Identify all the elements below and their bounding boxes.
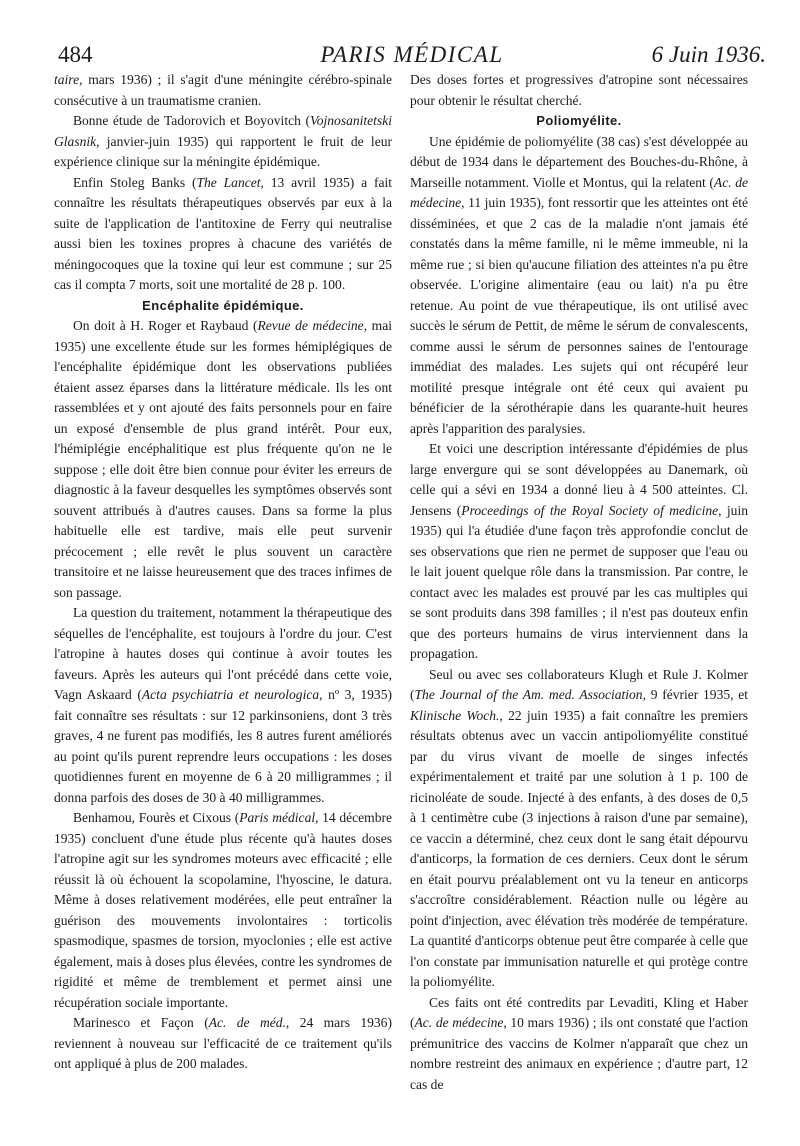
citation: Paris médical <box>239 810 316 825</box>
paragraph <box>54 111 392 173</box>
paragraph-text: , 14 décembre 1935) concluent d'une étude plus récente qu'à hautes doses l'atropine agit sur les syndromes moteurs avec efficacité ; elle réussit là où échouent la scopolamine, l'hyoscine, le datura. Même à doses relativement modérées, elle peut entraîner la guérison des mouvements involontaires : torticolis spasmodique, spasmes de torsion, myoclonies ; elle est active également, mais à doses plus élevées, contre les syndromes de rigidité et même de tremblement et permet ainsi une récupération sociale importante. <box>54 810 392 1010</box>
citation: Acta psychiatria et neurologica <box>141 687 320 702</box>
paragraph-text: , 9 février 1935, et <box>642 687 749 702</box>
citation: Revue de médecine <box>257 318 364 333</box>
page-number: 484 <box>58 42 93 67</box>
paragraph <box>410 665 748 993</box>
right-column <box>410 70 748 1095</box>
paragraph-text: , 11 juin 1935), font ressortir que les atteintes ont été disséminées, et que 2 cas de la maladie n'ont jamais été constatés dans la même famille, ni le même immeuble, ni la même rue ; si bien qu'aucune filiation des atteintes n'a pu être observée. L'origine alimentaire (eau ou lait) n'a pu être retenue. Au point de vue thérapeutique, ils ont utilisé avec succès le sérum de Pettit, de même le sérum de convalescents, comme aussi le sérum de personnes saines de l'entourage immédiat des malades. Les sujets qui ont récupéré leur motilité presque intégrale ont été ceux qui avaient pu bénéficier de la sérothérapie dans les quarante-huit heures après l'apparition des paralysies. <box>410 195 748 436</box>
citation: Klinische Woch. <box>410 707 500 723</box>
paragraph <box>410 439 748 665</box>
paragraph-text: , 24 mars 1936) reviennent à nouveau sur l'efficacité de ce traitement qu'ils ont appliqué à plus de 200 malades. <box>54 1015 392 1071</box>
paragraph-text: Enfin Stoleg Banks ( <box>72 174 197 190</box>
citation: The Journal of the Am. med. Association <box>414 687 643 702</box>
citation: taire <box>54 72 80 87</box>
paragraph <box>410 132 748 440</box>
citation: Ac. de médecine <box>414 1015 504 1030</box>
paragraph <box>54 316 392 603</box>
paragraph-text: , 13 avril 1935) a fait connaître les résultats thérapeutiques observés par eux à la suite de l'application de l'antitoxine de Ferry qui neutralise aussi bien les toxines propres à chacune des variétés de méningocoques que la toxine qui leur est commune ; sur 25 cas il compta 7 morts, soit une mortalité de 28 p. 100. <box>54 174 392 292</box>
paragraph <box>54 173 392 296</box>
paragraph <box>410 993 748 1096</box>
paragraph-text: Ces faits ont été contredits par Levaditi, Kling et Haber ( <box>410 994 748 1030</box>
section-heading-encephalite: Encéphalite épidémique. <box>142 297 304 313</box>
paragraph-text: Seul ou avec ses collaborateurs Klugh et Rule J. Kolmer ( <box>410 666 748 702</box>
paragraph <box>54 70 392 111</box>
citation: Vojnosanitetski Glasnik <box>54 113 392 149</box>
running-header <box>58 40 766 70</box>
paragraph-text: , juin 1935) qui l'a étudiée d'une façon très approfondie conclut de ses observations que rien ne permet de supposer que l'eau ou le lait jouent quelque rôle dans la transmission. Par contre, le contact avec les malades est prouvé par les cas multiples qui se sont produits dans 398 familles ; il n'est pas douteux enfin que des porteurs humains de virus interviennent dans la propagation. <box>410 502 748 661</box>
paragraph-text: , mai 1935) une excellente étude sur les formes hémiplégiques de l'encéphalite épidémique dont les observations publiées étaient assez éparses dans la littérature médicale. Ils les ont rassemblées et y ont ajouté des faits personnels pour en faire un exposé d'ensemble de plus grand intérêt. Pour eux, l'hémiplégie encéphalitique est plus fréquente qu'on ne le suppose ; elle doit être bien connue pour éviter les erreurs de diagnostic à la faveur desquelles les symptômes observés sont souvent attribués à d'autres causes. Dans sa forme la plus habituelle elle est tardive, mais elle peut survenir précocement ; elle revêt le plus souvent un caractère transitoire et ne laisse heureusement que des traces infimes de son passage. <box>54 318 392 600</box>
journal-title: PARIS MÉDICAL <box>320 42 504 67</box>
paragraph-text: , nº 3, 1935) fait connaître ses résultats : sur 12 parkinsoniens, dont 3 très graves, 4 ne furent pas modifiés, les 8 autres furent améliorés au point qu'ils purent reprendre leurs occupations : les doses quotidiennes furent en moyenne de 6 à 20 milligrammes ; il donna parfois des doses de 30 à 40 milligrammes. <box>54 687 392 805</box>
issue-date: 6 Juin 1936. <box>651 42 766 67</box>
paragraph-text: Benhamou, Fourès et Cixous ( <box>72 810 240 825</box>
paragraph-text: On doit à H. Roger et Raybaud ( <box>72 318 258 333</box>
paragraph <box>54 603 392 808</box>
paragraph-text: La question du traitement, notamment la thérapeutique des séquelles de l'encéphalite, est toujours à l'ordre du jour. C'est l'atropine à hautes doses qui continue à avoir toutes les faveurs. Après les auteurs qui l'ont précédé dans cette voie, Vagn Askaard ( <box>54 605 392 702</box>
paragraph <box>54 808 392 1013</box>
paragraph-text: Une épidémie de poliomyélite (38 cas) s'est développée au début de 1934 dans le département des Bouches-du-Rhône, à Marseille notamment. Violle et Montus, qui la relatent ( <box>410 133 748 190</box>
paragraph-text: Et voici une description intéressante d'épidémies de plus large envergure qui se sont développées au Danemark, où celle qui a sévi en 1934 a donné lieu à 4 500 atteintes. Cl. Jensens ( <box>410 441 748 518</box>
citation: Ac. de médecine <box>410 174 748 210</box>
section-heading-poliomyelite: Poliomyélite. <box>536 113 622 128</box>
paragraph-text: , mars 1936) ; il s'agit d'une méningite cérébro-spinale consécutive à un traumatisme cranien. <box>54 72 392 108</box>
paragraph-text: Marinesco et Façon ( <box>72 1015 209 1030</box>
paragraph-text: Bonne étude de Tadorovich et Boyovitch ( <box>72 113 310 128</box>
paragraph-text: , 22 juin 1935) a fait connaître les premiers résultats obtenus avec un vaccin antipoliomyélite constitué par du virus vivant de moelle de singes infectés expérimentalement et traité par une solution à 1 p. 100 de ricinoléate de soude. Injecté à des enfants, à des doses de 0,5 à 1 centimètre cube (3 injections à raison d'une par semaine), ce vaccin a déterminé, chez ceux dont le sang était dépourvu d'anticorps, la formation de ces derniers. Ceux dont le sérum en était pourvu préalablement ont vu la teneur en anticorps s'accroître considérablement. Réaction nulle ou légère au point d'injection, avec élévation très modérée de température. La quantité d'anticorps obtenue peut être comparée à celle que l'on constate par immunisation naturelle et qui protège contre la poliomyélite. <box>410 707 748 989</box>
paragraph: Des doses fortes et progressives d'atropine sont nécessaires pour obtenir le résultat cherché. <box>410 72 748 108</box>
paragraph <box>54 1013 392 1075</box>
paragraph-text: , 10 mars 1936) ; ils ont constaté que l'action prémunitrice des vaccins de Kolmer n'apparaît que chez un nombre restreint des animaux en expérience ; d'autre part, 12 cas de <box>410 1015 748 1092</box>
citation: Ac. de méd. <box>208 1015 286 1030</box>
citation: The Lancet <box>196 174 261 190</box>
paragraph-text: , janvier-juin 1935) qui rapportent le fruit de leur expérience clinique sur la méningite épidémique. <box>54 133 392 169</box>
left-column <box>54 70 392 1075</box>
citation: Proceedings of the Royal Society of medicine <box>461 502 719 518</box>
